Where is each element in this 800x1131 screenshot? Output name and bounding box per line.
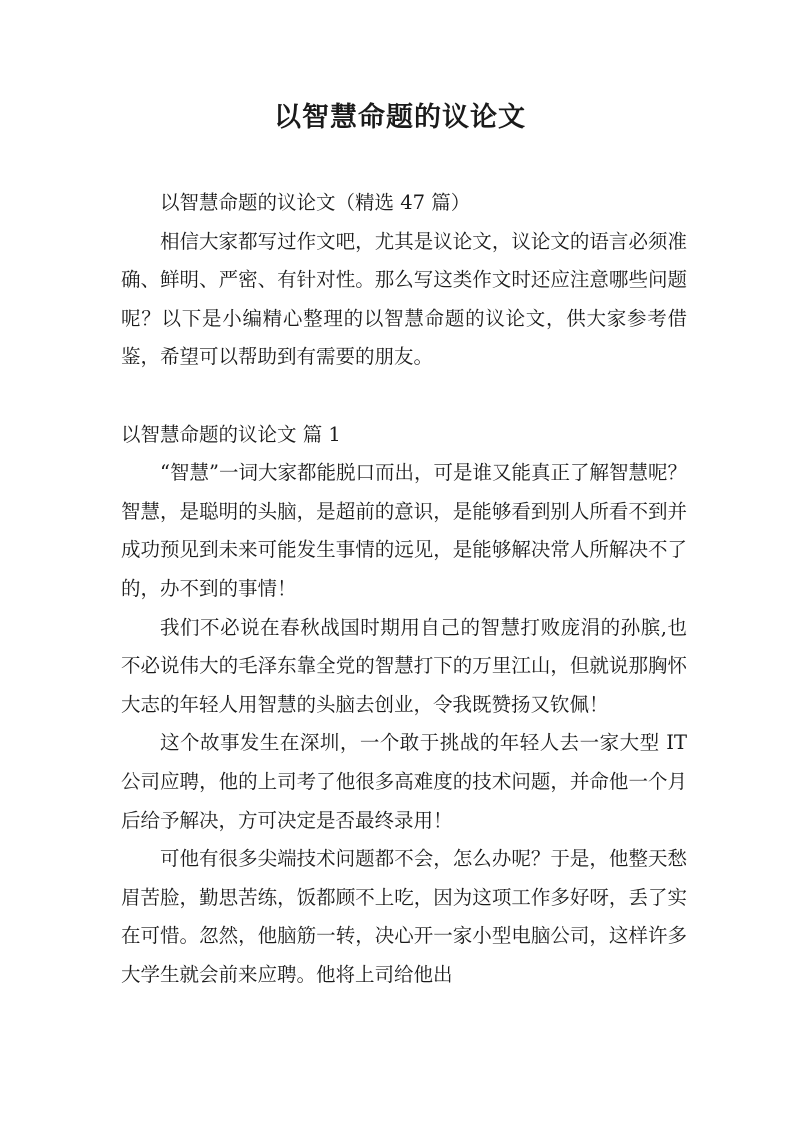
document-subtitle: 以智慧命题的议论文（精选 47 篇） xyxy=(160,191,471,214)
body-paragraph: 我们不必说在春秋战国时期用自己的智慧打败庞涓的孙膑,也不必说伟大的毛泽东靠全党的智慧打下的万里江山，但就说那胸怀大志的年轻人用智慧的头脑去创业，令我既赞扬又钦佩！ xyxy=(121,615,687,716)
body-paragraph: 这个故事发生在深圳，一个敢于挑战的年轻人去一家大型 IT 公司应聘，他的上司考了他很多高难度的技术问题，并命他一个月后给予解决，方可决定是否最终录用！ xyxy=(121,731,687,832)
intro-paragraph: 相信大家都写过作文吧，尤其是议论文，议论文的语言必须准确、鲜明、严密、有针对性。那么写这类作文时还应注意哪些问题呢？以下是小编精心整理的以智慧命题的议论文，供大家参考借鉴，希望可以帮助到有需要的朋友。 xyxy=(121,229,687,369)
body-paragraph: “智慧”一词大家都能脱口而出，可是谁又能真正了解智慧呢？智慧，是聪明的头脑，是超前的意识，是能够看到别人所看不到并成功预见到未来可能发生事情的远见，是能够解决常人所解决不了的，办不到的事情！ xyxy=(121,461,687,600)
document-title: 以智慧命题的议论文 xyxy=(274,102,526,133)
section-heading: 以智慧命题的议论文 篇 1 xyxy=(121,422,341,446)
document-body xyxy=(121,184,687,994)
body-paragraph: 可他有很多尖端技术问题都不会，怎么办呢？于是，他整天愁眉苦脸，勤思苦练，饭都顾不上吃，因为这项工作多好呀，丢了实在可惜。忽然，他脑筋一转，决心开一家小型电脑公司，这样许多大学生就会前来应聘。他将上司给他出 xyxy=(121,847,687,986)
blank-line xyxy=(121,377,687,416)
